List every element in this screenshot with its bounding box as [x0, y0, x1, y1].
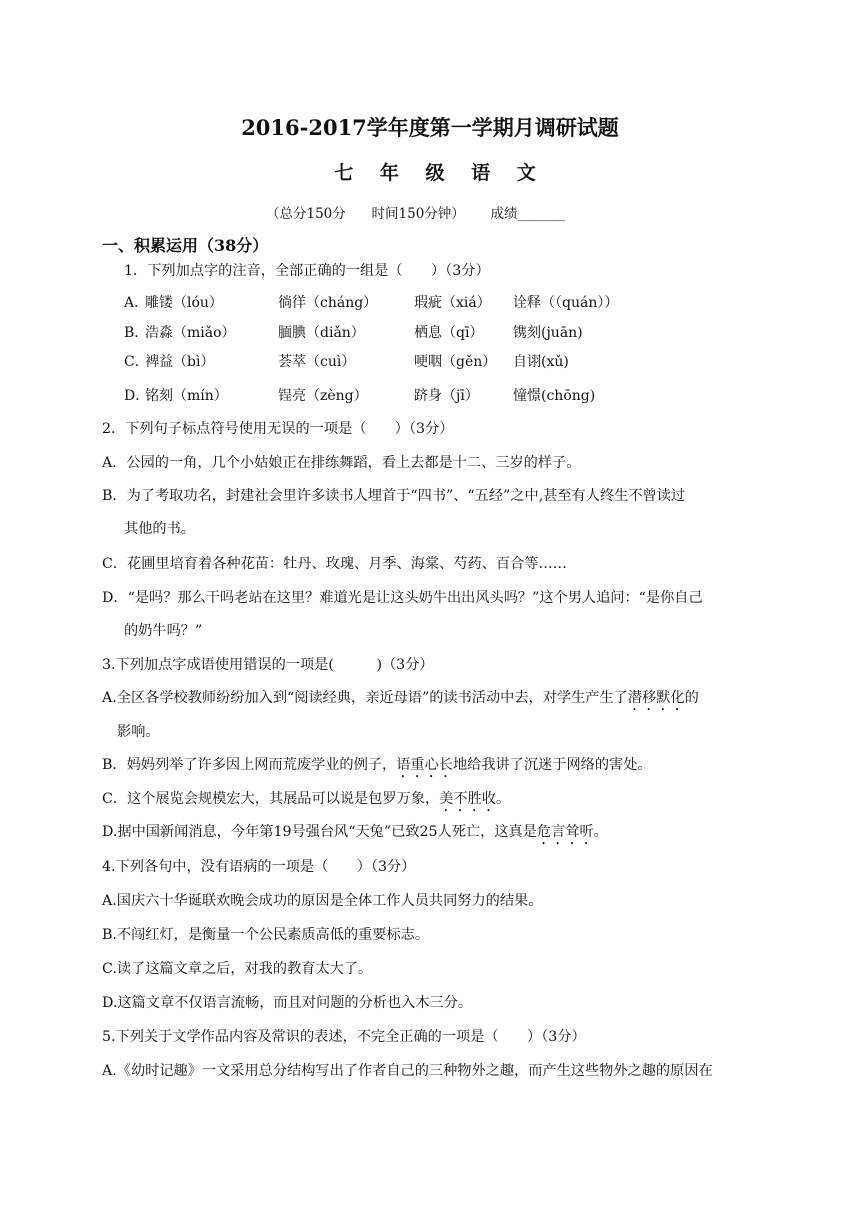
- q3-d-text-end: 。: [593, 824, 608, 840]
- q4-stem: 4.下列各句中，没有语病的一项是（ ）（3分）: [102, 859, 416, 875]
- q5-option-a-line1: A.《幼时记趣》一文采用总分结构写出了作者自己的三种物外之趣，而产生这些物外之趣的原因在: [102, 1063, 713, 1079]
- q3-option-d: [102, 824, 608, 848]
- q2-option-a: A．公园的一角，几个小姑娘正在排练舞蹈，看上去都是十二、三岁的样子。: [102, 455, 581, 471]
- option-item: 憧憬(chōng): [513, 388, 596, 404]
- option-item: 自诩(xǔ): [513, 354, 569, 370]
- option-label: A．: [124, 295, 149, 311]
- q3-a-idiom: 潜移默化: [627, 690, 685, 706]
- option-item: 栖息（qī）: [414, 325, 484, 341]
- option-item: 雕镂（lóu）: [145, 295, 223, 311]
- q3-d-text: D.据中国新闻消息，今年第19号强台风“天兔”已致25人死亡，这真是: [102, 824, 537, 840]
- q3-d-idiom: 危言耸听: [536, 824, 594, 840]
- q2-option-b-line1: B．为了考取功名，封建社会里许多读书人埋首于“四书”、“五经”之中,甚至有人终生不曾读过: [102, 488, 686, 504]
- option-label: C．: [124, 354, 149, 370]
- q2-stem: 2．下列句子标点符号使用无误的一项是（ ）（3分）: [102, 421, 454, 437]
- option-item: 镌刻(juān): [513, 325, 583, 341]
- option-item: 裨益（bì）: [145, 354, 215, 370]
- q3-c-text: C．这个展览会规模宏大，其展品可以说是包罗万象，: [102, 791, 440, 807]
- q5-stem: 5.下列关于文学作品内容及常识的表述，不完全正确的一项是（ ）（3分）: [102, 1029, 586, 1045]
- q3-stem: 3.下列加点字成语使用错误的一项是( )（3分）: [102, 657, 434, 673]
- q2-option-c: C．花圃里培育着各种花苗：牡丹、玫瑰、月季、海棠、芍药、百合等……: [102, 556, 567, 572]
- option-item: 荟萃（cuì）: [278, 354, 356, 370]
- q4-option-a: A.国庆六十华诞联欢晚会成功的原因是全体工作人员共同努力的结果。: [102, 893, 543, 909]
- q2-option-d-line1: D．“是吗？那么干吗老站在这里？难道光是让这头奶牛出出风头吗？”这个男人追问：“是你自己: [102, 590, 703, 606]
- option-item: 瑕疵（xiá）: [414, 295, 491, 311]
- option-label: B．: [124, 325, 149, 341]
- q3-option-a-line2: 影响。: [117, 724, 160, 740]
- exam-subtitle: 七 年 级 语 文: [334, 162, 546, 184]
- option-item: 诠释（（quán））: [513, 295, 619, 311]
- q2-option-d-line2: 的奶牛吗？”: [124, 623, 203, 639]
- q3-option-a-line1: [102, 690, 699, 714]
- q2-option-b-line2: 其他的书。: [124, 521, 195, 537]
- q3-c-idiom: 美不胜收: [439, 791, 496, 807]
- q4-option-b: B.不闯红灯，是衡量一个公民素质高低的重要标志。: [102, 927, 430, 943]
- q3-b-text-end: 地给我讲了沉迷于网络的害处。: [452, 757, 652, 773]
- q3-c-text-end: 。: [495, 791, 511, 807]
- exam-info: （总分150分 时间150分钟） 成绩_______: [266, 206, 565, 222]
- q3-b-idiom: 语重心长: [396, 757, 453, 773]
- q3-a-text: A.全区各学校教师纷纷加入到“阅读经典，亲近母语”的读书活动中去，对学生产生了: [102, 690, 628, 706]
- option-item: 浩淼（miǎo）: [145, 325, 236, 341]
- option-item: 锃亮（zèng）: [278, 388, 368, 404]
- option-item: 徜徉（cháng）: [278, 295, 378, 311]
- option-item: 跻身（jī）: [414, 388, 479, 404]
- q3-a-text-end: 的: [684, 690, 699, 706]
- section-title: 一、积累运用（38分）: [102, 236, 269, 255]
- q3-b-text: B．妈妈列举了许多因上网而荒废学业的例子，: [102, 757, 397, 773]
- q3-option-b: [102, 757, 652, 781]
- q1-stem: 1．下列加点字的注音，全部正确的一组是（ ）（3分）: [124, 263, 490, 279]
- q4-option-c: C.读了这篇文章之后，对我的教育太大了。: [102, 961, 373, 977]
- exam-title: 2016-2017学年度第一学期月调研试题: [241, 115, 619, 140]
- option-item: 腼腆（diǎn）: [278, 325, 365, 341]
- option-item: 铭刻（mín）: [145, 388, 228, 404]
- option-label: D．: [124, 388, 150, 404]
- q4-option-d: D.这篇文章不仅语言流畅，而且对问题的分析也入木三分。: [102, 995, 473, 1011]
- q3-option-c: [102, 791, 510, 815]
- option-item: 哽咽（gěn）: [414, 354, 497, 370]
